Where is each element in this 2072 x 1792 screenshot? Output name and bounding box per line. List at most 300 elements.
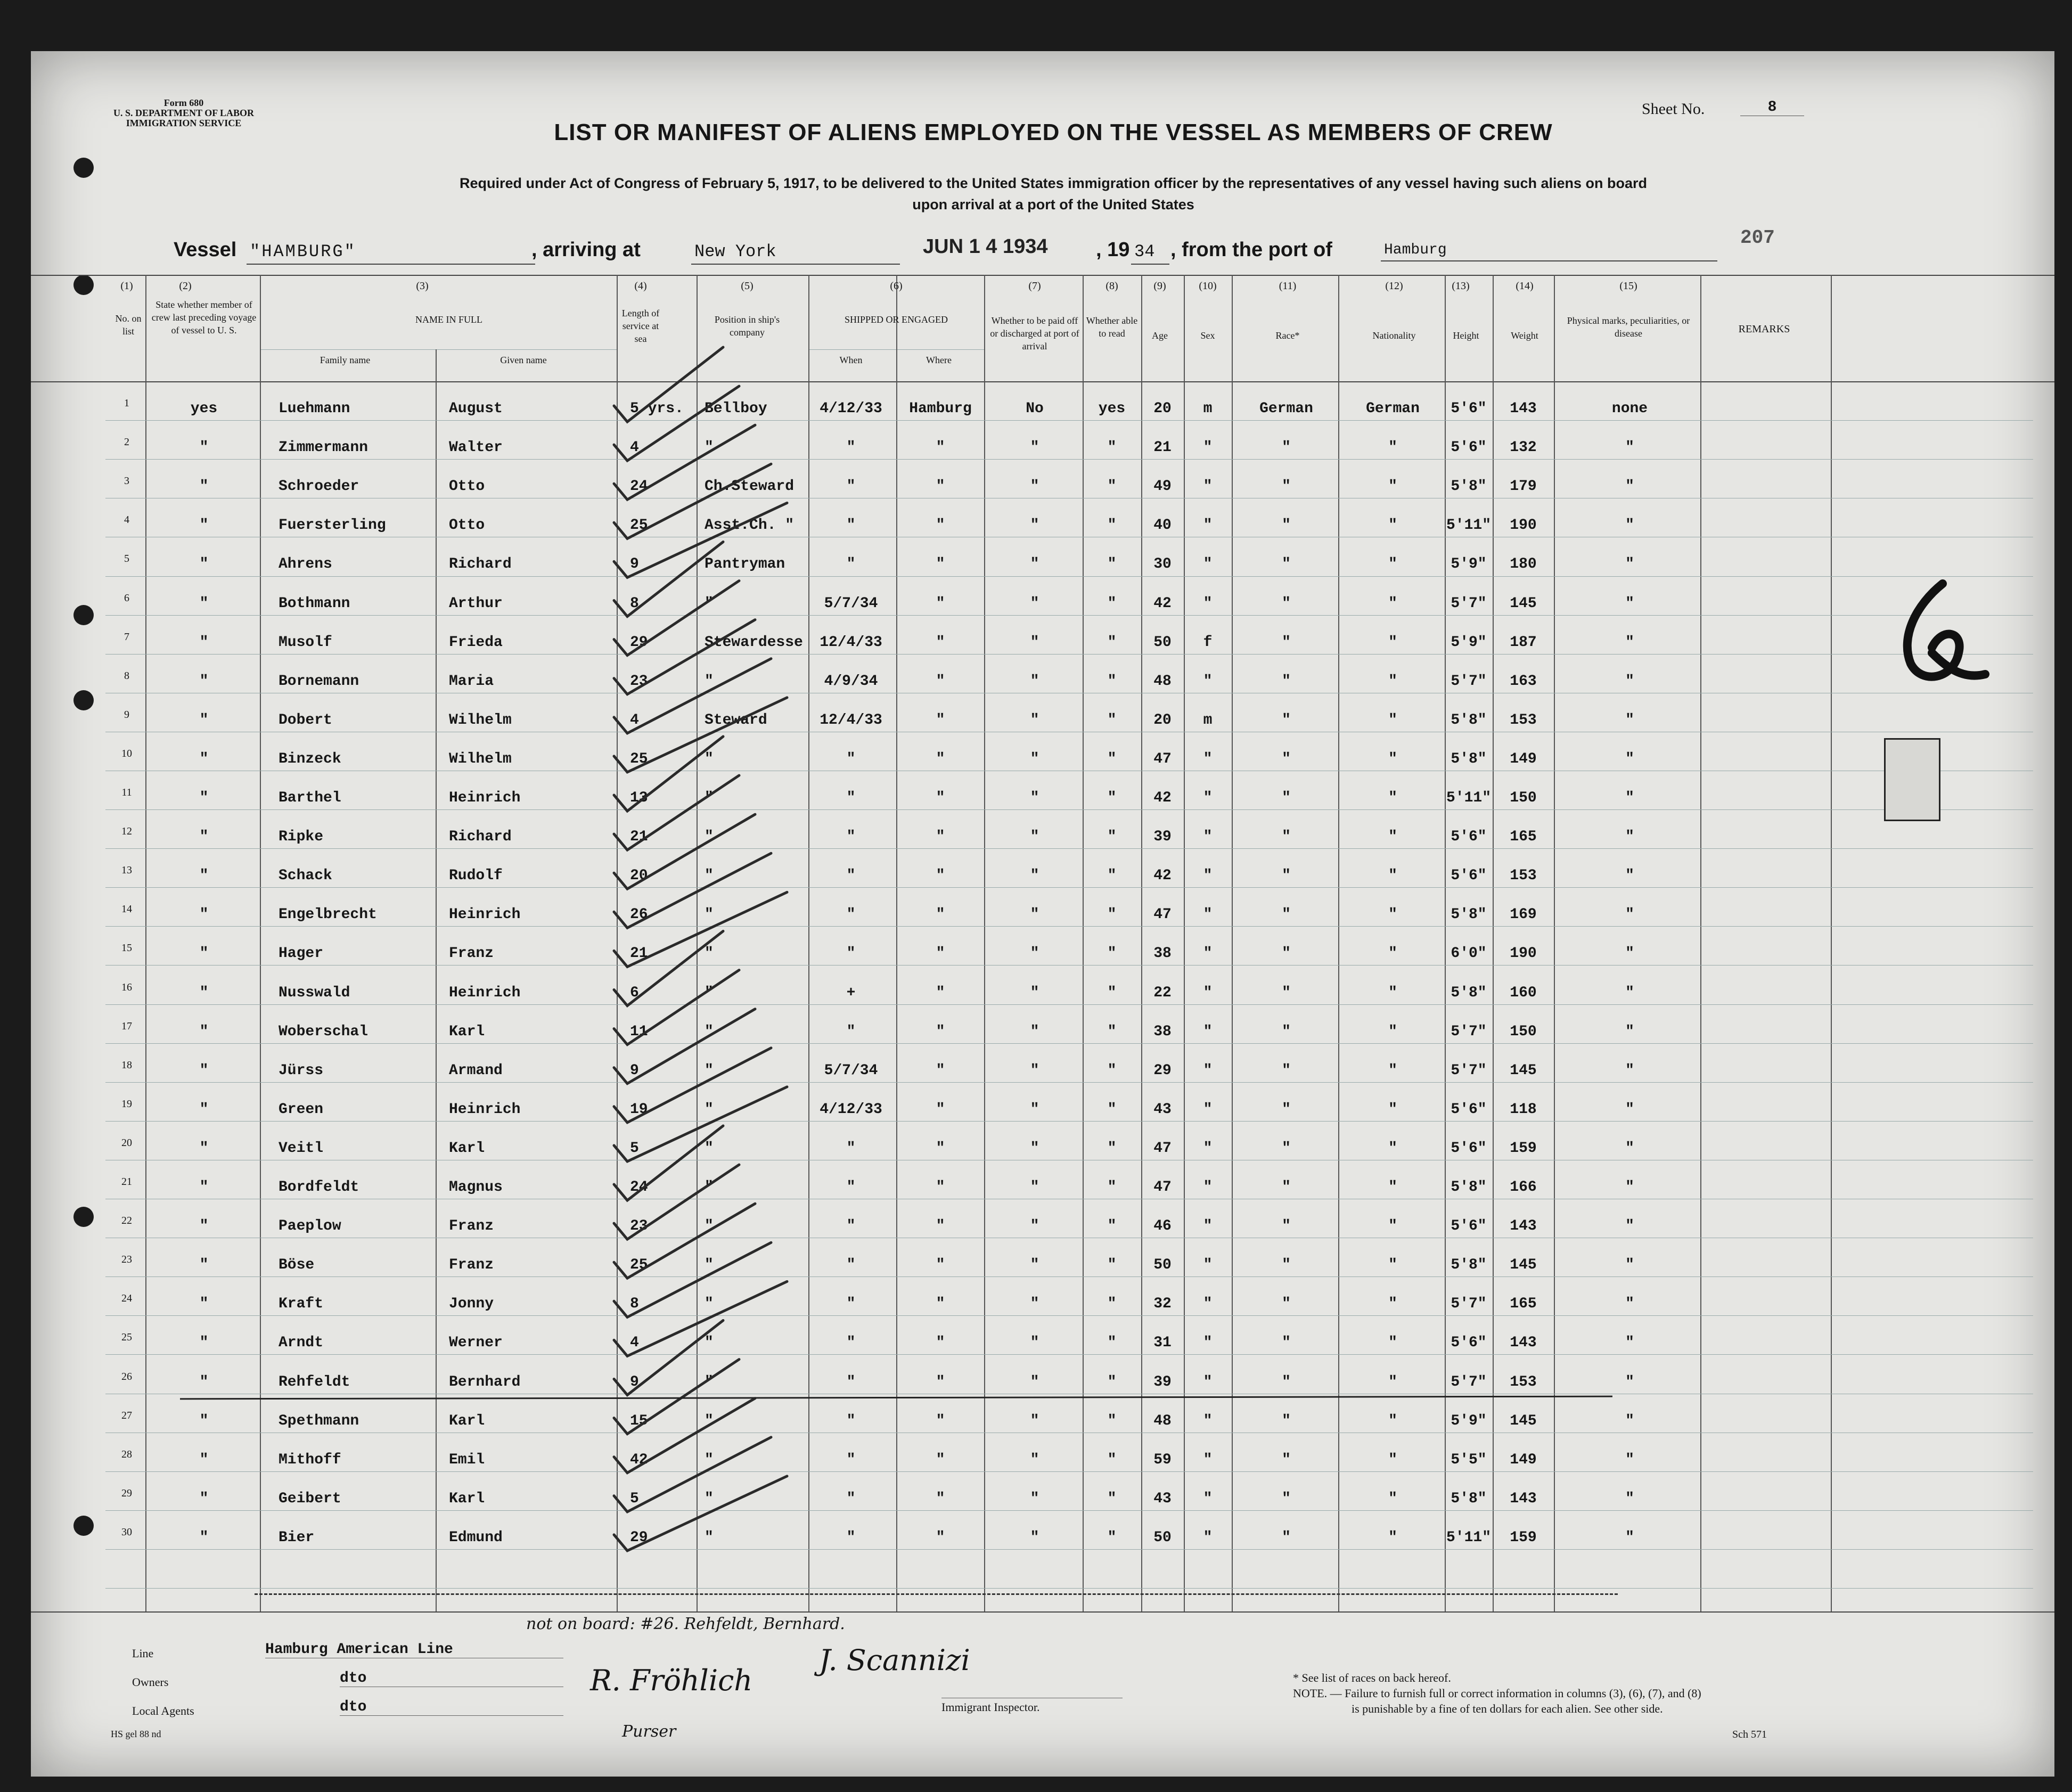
cell-race: " — [1282, 1140, 1291, 1157]
cell-when: " — [846, 751, 856, 767]
cell-age: 39 — [1153, 829, 1172, 845]
cell-state: " — [199, 1101, 209, 1118]
cell-when: 12/4/33 — [820, 712, 882, 729]
cell-paid: " — [1030, 478, 1039, 495]
cell-given: Maria — [449, 673, 494, 690]
cell-nationality: " — [1388, 1140, 1397, 1157]
cell-state: " — [199, 906, 209, 923]
row-number: 14 — [121, 903, 132, 915]
cell-sex: " — [1203, 1335, 1213, 1351]
cell-state: " — [199, 1374, 209, 1390]
cell-physical: " — [1625, 1179, 1634, 1196]
cell-read: " — [1107, 1101, 1117, 1118]
cell-given: Karl — [449, 1140, 485, 1157]
subtitle-line-2: upon arrival at a port of the United States — [912, 197, 1194, 212]
cell-family: Musolf — [279, 634, 332, 651]
cell-race: " — [1282, 1374, 1291, 1390]
header-paid-off: Whether to be paid off or discharged at port of arrival — [990, 315, 1079, 351]
cell-height: 5'6" — [1451, 439, 1487, 456]
cell-service: 23 — [630, 1218, 648, 1234]
vessel-name: "HAMBURG" — [247, 242, 535, 265]
cell-where: " — [936, 1024, 945, 1040]
check-mark — [614, 542, 723, 617]
cell-weight: 145 — [1510, 1257, 1537, 1273]
col-number: (15) — [1619, 280, 1637, 292]
row-number: 17 — [121, 1020, 132, 1032]
row-number: 26 — [121, 1371, 132, 1382]
cell-read: " — [1107, 1218, 1117, 1234]
cell-state: " — [199, 439, 209, 456]
cell-physical: " — [1625, 906, 1634, 923]
cell-paid: " — [1030, 439, 1039, 456]
cell-sex: " — [1203, 1529, 1213, 1546]
cell-service: 24 — [630, 478, 648, 495]
cell-sex: " — [1203, 1374, 1213, 1390]
cell-family: Mithoff — [279, 1452, 341, 1468]
row-number: 29 — [121, 1487, 132, 1499]
cell-height: 5'7" — [1451, 595, 1487, 612]
cell-sex: " — [1203, 906, 1213, 923]
check-mark — [614, 931, 723, 1006]
cell-physical: none — [1611, 400, 1648, 417]
cell-sex: " — [1203, 868, 1213, 884]
cell-when: 4/12/33 — [820, 1101, 882, 1118]
cell-when: " — [846, 790, 856, 806]
cell-family: Arndt — [279, 1335, 324, 1351]
cell-sex: f — [1203, 634, 1213, 651]
from-label: , from the port of — [1170, 239, 1332, 261]
check-mark — [614, 464, 771, 538]
cell-age: 42 — [1153, 790, 1172, 806]
header-nationality: Nationality — [1372, 330, 1416, 341]
cell-state: " — [199, 1257, 209, 1273]
cell-height: 5'7" — [1451, 1062, 1487, 1079]
cell-race: " — [1282, 517, 1291, 534]
row-number: 22 — [121, 1215, 132, 1226]
cell-when: " — [846, 478, 856, 495]
cell-position: " — [705, 1024, 714, 1040]
cell-state: " — [199, 712, 209, 729]
check-mark — [614, 970, 739, 1045]
cell-race: " — [1282, 868, 1291, 884]
cell-paid: " — [1030, 1374, 1039, 1390]
cell-when: 5/7/34 — [824, 595, 878, 612]
cell-race: " — [1282, 1452, 1291, 1468]
cell-given: Frieda — [449, 634, 503, 651]
cell-paid: " — [1030, 1257, 1039, 1273]
cell-weight: 160 — [1510, 985, 1537, 1001]
row-number: 6 — [124, 592, 129, 604]
cell-where: " — [936, 906, 945, 923]
col-number: (13) — [1452, 280, 1470, 292]
check-mark — [614, 386, 739, 461]
cell-when: " — [846, 906, 856, 923]
cell-service: 21 — [630, 945, 648, 962]
row-number: 18 — [121, 1059, 132, 1071]
cell-race: " — [1282, 439, 1291, 456]
cell-nationality: " — [1388, 1218, 1397, 1234]
cell-service: 13 — [630, 790, 648, 806]
cell-weight: 143 — [1510, 1491, 1537, 1507]
from-port: Hamburg — [1381, 242, 1717, 261]
cell-physical: " — [1625, 439, 1634, 456]
cell-given: Franz — [449, 1218, 494, 1234]
cell-position: Steward — [705, 712, 767, 729]
cell-state: " — [199, 1179, 209, 1196]
cell-state: " — [199, 985, 209, 1001]
cell-nationality: " — [1388, 945, 1397, 962]
cell-age: 50 — [1153, 1529, 1172, 1546]
cell-age: 49 — [1153, 478, 1172, 495]
cell-when: " — [846, 1491, 856, 1507]
cell-age: 38 — [1153, 1024, 1172, 1040]
cell-paid: " — [1030, 673, 1039, 690]
footer-note — [1293, 1670, 1825, 1716]
cell-nationality: " — [1388, 868, 1397, 884]
header-given-name: Given name — [500, 355, 547, 365]
cell-service: 8 — [630, 595, 639, 612]
cell-read: " — [1107, 1140, 1117, 1157]
cell-where: " — [936, 751, 945, 767]
cell-when: " — [846, 1257, 856, 1273]
cell-physical: " — [1625, 478, 1634, 495]
cell-weight: 145 — [1510, 1062, 1537, 1079]
row-number: 15 — [121, 942, 132, 954]
cell-physical: " — [1625, 1257, 1634, 1273]
cell-physical: " — [1625, 1374, 1634, 1390]
cell-read: " — [1107, 478, 1117, 495]
cell-nationality: " — [1388, 673, 1397, 690]
year-value: 34 — [1131, 242, 1169, 265]
cell-race: " — [1282, 1062, 1291, 1079]
manifest-sheet — [31, 51, 2054, 1777]
cell-paid: " — [1030, 829, 1039, 845]
cell-physical: " — [1625, 1335, 1634, 1351]
cell-height: 5'8" — [1451, 1257, 1487, 1273]
cell-when: " — [846, 1413, 856, 1429]
cell-weight: 190 — [1510, 517, 1537, 534]
cell-position: " — [705, 1413, 714, 1429]
cell-weight: 118 — [1510, 1101, 1537, 1118]
cell-where: " — [936, 1062, 945, 1079]
cell-age: 42 — [1153, 595, 1172, 612]
cell-read: " — [1107, 1179, 1117, 1196]
subtitle-line-1: Required under Act of Congress of February 5, 1917, to be delivered to the United States immigration officer by the representatives of any vessel having such aliens on board — [459, 175, 1648, 191]
cell-family: Luehmann — [279, 400, 350, 417]
cell-nationality: " — [1388, 1296, 1397, 1312]
cell-where: " — [936, 1335, 945, 1351]
cell-paid: No — [1026, 400, 1044, 417]
cell-service: 23 — [630, 673, 648, 690]
cell-weight: 150 — [1510, 790, 1537, 806]
cell-paid: " — [1030, 595, 1039, 612]
cell-nationality: " — [1388, 517, 1397, 534]
cell-race: " — [1282, 1257, 1291, 1273]
cell-state: " — [199, 634, 209, 651]
cell-service: 15 — [630, 1413, 648, 1429]
check-mark — [614, 853, 771, 928]
cell-state: " — [199, 517, 209, 534]
year-label: , 19 — [1096, 239, 1130, 261]
cell-race: " — [1282, 1491, 1291, 1507]
cell-physical: " — [1625, 712, 1634, 729]
cell-paid: " — [1030, 556, 1039, 572]
cell-where: " — [936, 1529, 945, 1546]
cell-state: " — [199, 1529, 209, 1546]
cell-race: " — [1282, 478, 1291, 495]
cell-service: 5 — [630, 1491, 639, 1507]
cell-given: Heinrich — [449, 985, 521, 1001]
cell-nationality: " — [1388, 556, 1397, 572]
cell-where: " — [936, 1374, 945, 1390]
check-mark — [614, 892, 787, 967]
cell-race: German — [1259, 400, 1313, 417]
cell-given: Heinrich — [449, 906, 521, 923]
cell-where: " — [936, 1491, 945, 1507]
cell-age: 32 — [1153, 1296, 1172, 1312]
row-number: 3 — [124, 475, 129, 487]
cell-sex: " — [1203, 673, 1213, 690]
cell-height: 5'6" — [1451, 400, 1487, 417]
cell-family: Böse — [279, 1257, 315, 1273]
row-number: 10 — [121, 748, 132, 759]
cell-sex: " — [1203, 1062, 1213, 1079]
cell-given: Karl — [449, 1413, 485, 1429]
cell-read: " — [1107, 634, 1117, 651]
remarks-sticker-fragment — [1884, 738, 1940, 821]
cell-physical: " — [1625, 1413, 1634, 1429]
cell-nationality: " — [1388, 985, 1397, 1001]
header-able-read: Whether able to read — [1086, 315, 1138, 339]
note-races: * See list of races on back hereof. — [1293, 1671, 1451, 1684]
cell-weight: 165 — [1510, 1296, 1537, 1312]
cell-sex: " — [1203, 829, 1213, 845]
cell-position: " — [705, 751, 714, 767]
cell-age: 20 — [1153, 712, 1172, 729]
cell-nationality: " — [1388, 1452, 1397, 1468]
cell-state: " — [199, 1062, 209, 1079]
cell-where: " — [936, 1179, 945, 1196]
cell-family: Green — [279, 1101, 324, 1118]
check-mark — [614, 1204, 755, 1278]
cell-state: " — [199, 556, 209, 572]
cell-when: " — [846, 1024, 856, 1040]
cell-when: 4/12/33 — [820, 400, 882, 417]
cell-position: " — [705, 829, 714, 845]
cell-service: 19 — [630, 1101, 648, 1118]
form-number: Form 680 — [163, 97, 204, 108]
cell-sex: " — [1203, 439, 1213, 456]
header-position: Position in ship's company — [714, 314, 780, 338]
cell-state: " — [199, 595, 209, 612]
cell-state: " — [199, 478, 209, 495]
cell-height: 5'8" — [1451, 1491, 1487, 1507]
cell-position: " — [705, 1452, 714, 1468]
cell-state: " — [199, 1335, 209, 1351]
cell-nationality: " — [1388, 1491, 1397, 1507]
cell-nationality: " — [1388, 1024, 1397, 1040]
cell-family: Binzeck — [279, 751, 341, 767]
cell-state: yes — [190, 400, 218, 417]
cell-physical: " — [1625, 751, 1634, 767]
check-mark — [614, 620, 755, 694]
cell-family: Geibert — [279, 1491, 341, 1507]
cell-service: 24 — [630, 1179, 648, 1196]
cell-state: " — [199, 868, 209, 884]
cell-position: Stewardesse — [705, 634, 803, 651]
cell-read: " — [1107, 868, 1117, 884]
cell-family: Paeplow — [279, 1218, 341, 1234]
row-number: 19 — [121, 1098, 132, 1110]
cell-read: " — [1107, 673, 1117, 690]
cell-height: 5'9" — [1451, 1413, 1487, 1429]
cell-sex: " — [1203, 1101, 1213, 1118]
header-sex: Sex — [1200, 330, 1215, 341]
col-number: (10) — [1199, 280, 1217, 292]
cell-nationality: " — [1388, 1374, 1397, 1390]
cell-position: " — [705, 1179, 714, 1196]
cell-paid: " — [1030, 517, 1039, 534]
cell-family: Nusswald — [279, 985, 350, 1001]
cell-state: " — [199, 751, 209, 767]
cell-family: Kraft — [279, 1296, 324, 1312]
cell-when: " — [846, 1296, 856, 1312]
check-mark — [614, 1087, 787, 1161]
cell-height: 5'11" — [1446, 517, 1491, 534]
cell-weight: 159 — [1510, 1529, 1537, 1546]
cell-height: 5'7" — [1451, 1024, 1487, 1040]
cell-physical: " — [1625, 595, 1634, 612]
cell-position: " — [705, 1374, 714, 1390]
header-race: Race* — [1275, 330, 1300, 341]
header-when: When — [839, 355, 863, 365]
cell-where: " — [936, 945, 945, 962]
cell-height: 6'0" — [1451, 945, 1487, 962]
cell-family: Engelbrecht — [279, 906, 377, 923]
cell-family: Veitl — [279, 1140, 324, 1157]
row-number: 4 — [124, 514, 129, 526]
cell-service: 5 — [630, 1140, 639, 1157]
cell-race: " — [1282, 829, 1291, 845]
cell-family: Bothmann — [279, 595, 350, 612]
date-stamp: JUN 1 4 1934 — [923, 235, 1048, 258]
cell-when: " — [846, 1374, 856, 1390]
cell-family: Ripke — [279, 829, 324, 845]
cell-height: 5'9" — [1451, 634, 1487, 651]
check-mark — [614, 1321, 723, 1395]
col-number: (12) — [1385, 280, 1403, 292]
cell-age: 48 — [1153, 1413, 1172, 1429]
cell-position: " — [705, 1257, 714, 1273]
cell-height: 5'6" — [1451, 1218, 1487, 1234]
check-mark — [614, 1398, 755, 1473]
cell-weight: 150 — [1510, 1024, 1537, 1040]
cell-position: Pantryman — [705, 556, 785, 572]
row-number: 9 — [124, 709, 129, 721]
cell-age: 43 — [1153, 1101, 1172, 1118]
cell-when: " — [846, 517, 856, 534]
cell-state: " — [199, 1140, 209, 1157]
cell-read: yes — [1098, 400, 1126, 417]
cell-paid: " — [1030, 1296, 1039, 1312]
cell-where: " — [936, 1101, 945, 1118]
inspector-signature: J. Scannizi — [819, 1643, 970, 1677]
cell-family: Spethmann — [279, 1413, 359, 1429]
cell-given: Magnus — [449, 1179, 503, 1196]
cell-where: " — [936, 1140, 945, 1157]
header-where: Where — [926, 355, 952, 365]
print-code: HS gel 88 nd — [111, 1729, 161, 1739]
agents-value: dto — [340, 1699, 563, 1716]
closing-dashed-line — [255, 1593, 1618, 1595]
row-number: 7 — [124, 631, 129, 643]
cell-where: " — [936, 634, 945, 651]
cell-weight: 153 — [1510, 868, 1537, 884]
cell-nationality: " — [1388, 751, 1397, 767]
cell-given: Armand — [449, 1062, 503, 1079]
cell-height: 5'7" — [1451, 1374, 1487, 1390]
check-mark — [614, 425, 755, 500]
cell-service: 26 — [630, 906, 648, 923]
cell-service: 21 — [630, 829, 648, 845]
cell-when: 4/9/34 — [824, 673, 878, 690]
col-number: (7) — [1028, 280, 1041, 292]
cell-family: Rehfeldt — [279, 1374, 350, 1390]
cell-height: 5'6" — [1451, 1140, 1487, 1157]
cell-when: " — [846, 1335, 856, 1351]
cell-nationality: " — [1388, 712, 1397, 729]
cell-nationality: " — [1388, 1179, 1397, 1196]
cell-race: " — [1282, 1296, 1291, 1312]
cell-race: " — [1282, 790, 1291, 806]
purser-signature: R. Fröhlich — [590, 1664, 753, 1697]
cell-given: Arthur — [449, 595, 503, 612]
cell-where: " — [936, 868, 945, 884]
cell-weight: 149 — [1510, 751, 1537, 767]
cell-height: 5'9" — [1451, 556, 1487, 572]
check-mark — [614, 698, 787, 772]
cell-family: Woberschal — [279, 1024, 368, 1040]
header-height: Height — [1453, 330, 1479, 341]
cell-paid: " — [1030, 1452, 1039, 1468]
cell-position: Ch.Steward — [705, 478, 795, 495]
cell-race: " — [1282, 556, 1291, 572]
check-mark — [614, 737, 723, 811]
cell-given: Edmund — [449, 1529, 503, 1546]
cell-position: " — [705, 1062, 714, 1079]
cell-nationality: " — [1388, 790, 1397, 806]
row-number: 12 — [121, 825, 132, 837]
cell-position: " — [705, 1491, 714, 1507]
cell-nationality: " — [1388, 439, 1397, 456]
cell-family: Zimmermann — [279, 439, 368, 456]
row-number: 20 — [121, 1137, 132, 1149]
cell-nationality: " — [1388, 906, 1397, 923]
cell-given: Heinrich — [449, 1101, 521, 1118]
schedule-code: Sch 571 — [1732, 1729, 1767, 1740]
cell-position: " — [705, 790, 714, 806]
check-mark — [614, 1476, 787, 1551]
cell-given: Wilhelm — [449, 712, 512, 729]
cell-nationality: " — [1388, 1062, 1397, 1079]
cell-given: Richard — [449, 829, 512, 845]
cell-family: Hager — [279, 945, 324, 962]
header-name-in-full: NAME IN FULL — [415, 314, 482, 325]
col-number: (11) — [1279, 280, 1297, 292]
cell-weight: 166 — [1510, 1179, 1537, 1196]
cell-race: " — [1282, 906, 1291, 923]
cell-height: 5'6" — [1451, 1335, 1487, 1351]
